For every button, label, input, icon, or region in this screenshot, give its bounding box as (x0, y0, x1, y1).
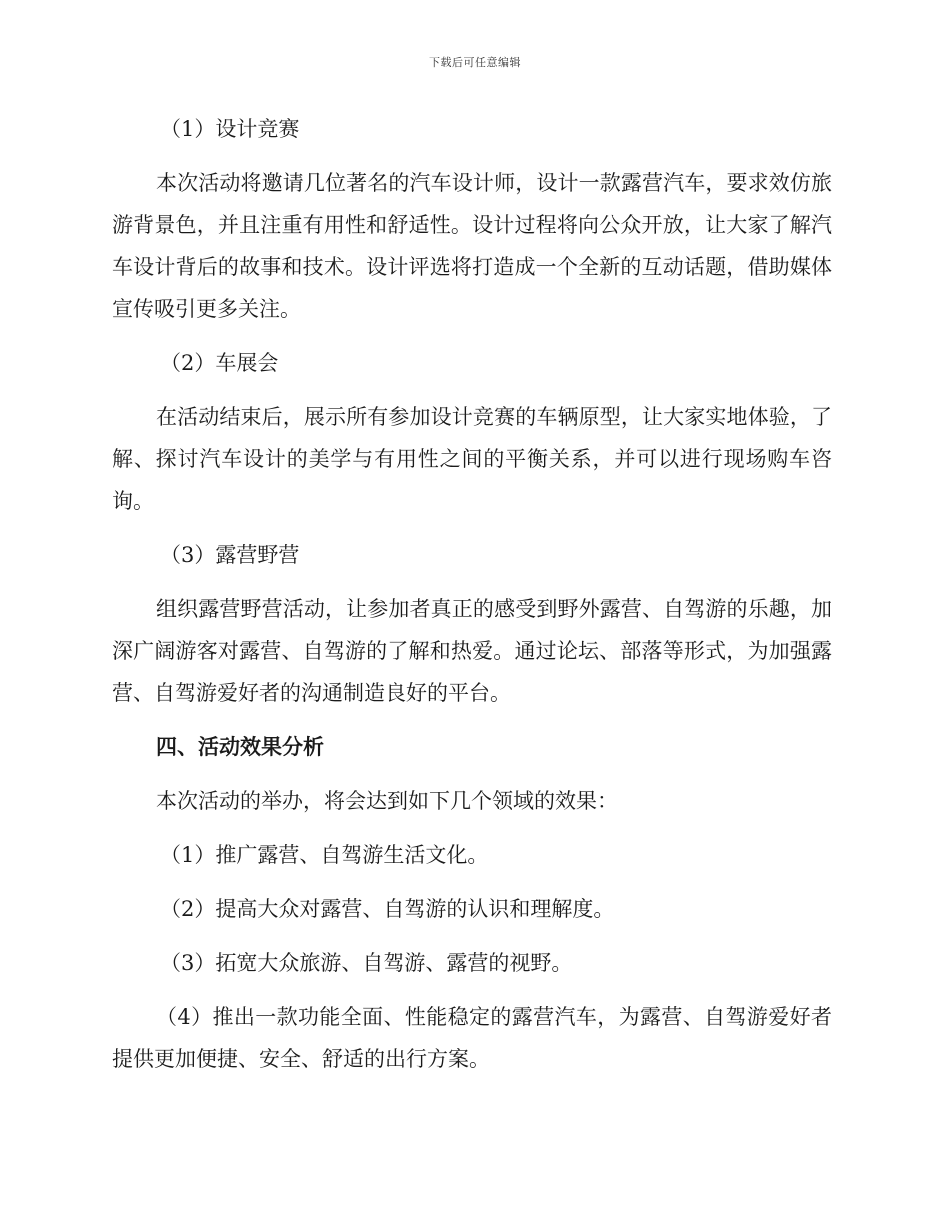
effect-item-2: （2）提高大众对露营、自驾游的认识和理解度。 (160, 897, 615, 921)
heading-effect-analysis: 四、活动效果分析 (156, 734, 324, 759)
paragraph-car-show: 在活动结束后，展示所有参加设计竞赛的车辆原型，让大家实地体验，了解、探讨汽车设计的美学与有用性之间的平衡关系，并可以进行现场购车咨询。 (112, 405, 832, 513)
paragraph-camping: 组织露营野营活动，让参加者真正的感受到野外露营、自驾游的乐趣，加深广阔游客对露营、自驾游的了解和热爱。通过论坛、部落等形式，为加强露营、自驾游爱好者的沟通制造良好的平台。 (112, 597, 832, 705)
effect-item-3: （3）拓宽大众旅游、自驾游、露营的视野。 (160, 951, 573, 975)
paragraph-effect-intro: 本次活动的举办，将会达到如下几个领域的效果： (156, 789, 618, 813)
document-body (112, 108, 832, 1080)
section-title-car-show: （2）车展会 (160, 351, 279, 375)
paragraph-design-contest: 本次活动将邀请几位著名的汽车设计师，设计一款露营汽车，要求效仿旅游背景色，并且注重有用性和舒适性。设计过程将向公众开放，让大家了解汽车设计背后的故事和技术。设计评选将打造成一个全新的互动话题，借助媒体宣传吸引更多关注。 (112, 171, 832, 321)
effect-item-1: （1）推广露营、自驾游生活文化。 (160, 843, 489, 867)
section-title-camping: （3）露营野营 (160, 543, 300, 567)
effect-item-4: （4）推出一款功能全面、性能稳定的露营汽车，为露营、自驾游爱好者提供更加便捷、安全、舒适的出行方案。 (112, 1005, 832, 1071)
page-header: 下载后可任意编辑 (429, 56, 521, 69)
section-title-design-contest: （1）设计竞赛 (160, 117, 300, 141)
